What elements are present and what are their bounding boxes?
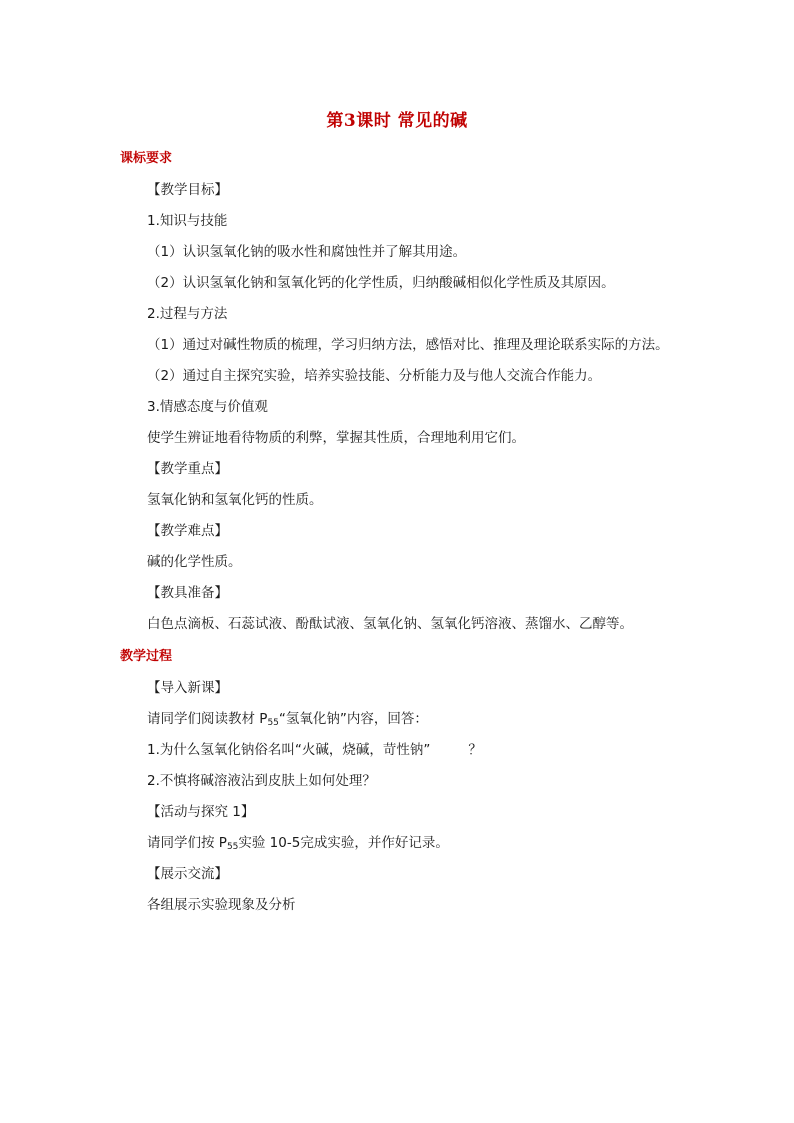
knowledge-item-2: （2）认识氢氧化钠和氢氧化钙的化学性质，归纳酸碱相似化学性质及其原因。 <box>147 275 615 291</box>
intro-text-post: “氢氧化钠”内容，回答： <box>278 711 428 727</box>
activity-page-subscript: 55 <box>226 842 239 852</box>
key-points-heading: 【教学重点】 <box>147 461 228 477</box>
intro-text-pre: 请同学们阅读教材 P <box>147 711 268 727</box>
section-heading-process: 教学过程 <box>120 649 173 664</box>
show-heading: 【展示交流】 <box>147 866 228 882</box>
question-2: 2.不慎将碱溶液沾到皮肤上如何处理？ <box>147 773 376 789</box>
activity-text-pre: 请同学们按 P <box>147 835 227 851</box>
process-item-2: （2）通过自主探究实验，培养实验技能、分析能力及与他人交流合作能力。 <box>147 368 602 384</box>
process-method-heading: 2.过程与方法 <box>147 306 228 322</box>
attitude-heading: 3.情感态度与价值观 <box>147 399 268 415</box>
materials-text: 白色点滴板、石蕊试液、酚酞试液、氢氧化钠、氢氧化钙溶液、蒸馏水、乙醇等。 <box>147 616 633 632</box>
intro-page-subscript: 55 <box>267 718 279 728</box>
intro-text <box>147 707 428 728</box>
goals-heading: 【教学目标】 <box>147 182 228 198</box>
page-title: 第3课时 常见的碱 <box>326 111 468 131</box>
question-1-mark: ？ <box>468 742 482 758</box>
key-points-text: 氢氧化钠和氢氧化钙的性质。 <box>147 492 323 508</box>
show-text: 各组展示实验现象及分析 <box>147 897 296 913</box>
question-1-text: 1.为什么氢氧化钠俗名叫“火碱，烧碱，苛性钠” <box>147 742 431 758</box>
intro-heading: 【导入新课】 <box>147 680 228 696</box>
difficult-points-heading: 【教学难点】 <box>147 523 228 539</box>
activity-text-post: 实验 10-5完成实验，并作好记录。 <box>238 835 449 851</box>
process-item-1: （1）通过对碱性物质的梳理，学习归纳方法，感悟对比、推理及理论联系实际的方法。 <box>147 337 669 353</box>
knowledge-item-1: （1）认识氢氧化钠的吸水性和腐蚀性并了解其用途。 <box>147 244 467 260</box>
activity-heading: 【活动与探究 1】 <box>147 804 255 820</box>
attitude-text: 使学生辨证地看待物质的利弊，掌握其性质，合理地利用它们。 <box>147 430 525 446</box>
section-heading-standards: 课标要求 <box>120 151 173 166</box>
activity-text <box>147 831 449 852</box>
knowledge-skills-heading: 1.知识与技能 <box>147 213 228 229</box>
difficult-points-text: 碱的化学性质。 <box>147 554 242 570</box>
question-1 <box>147 738 482 758</box>
materials-heading: 【教具准备】 <box>147 585 228 601</box>
